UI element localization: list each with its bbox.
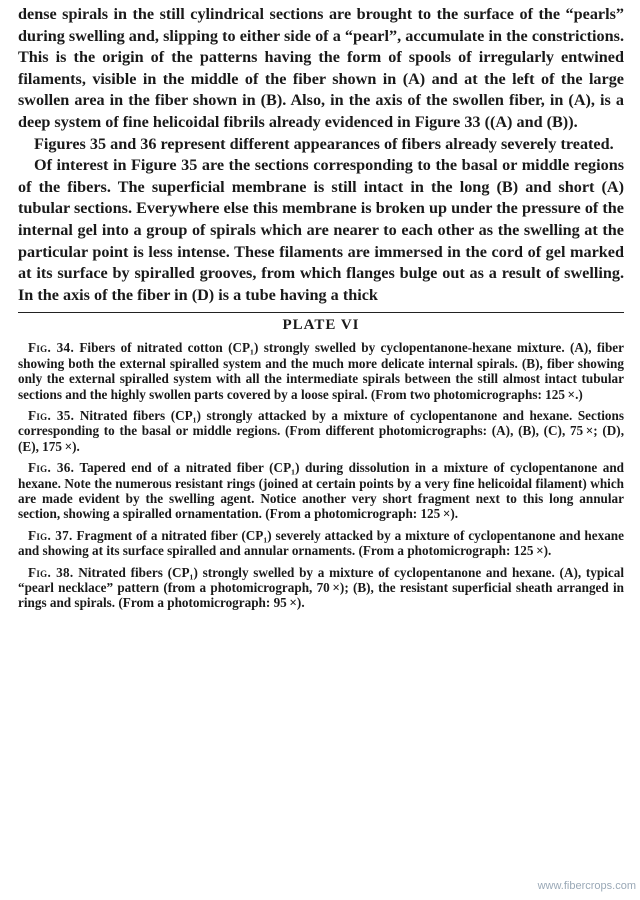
captions [18,340,624,611]
document-page [18,4,624,617]
body-text [18,4,624,306]
caption-text: Nitrated fibers (CP₁) strongly swelled by a mixture of cyclopentanone and hexane. (A), typical “pearl necklace” pattern (from a photomicrograph, 70 ×); (B), the resistant superficial sheath arranged in rings and spirals. (From a photomicrograph: 95 ×). [18,564,624,611]
body-paragraph-2: Figures 35 and 36 represent different appearances of fibers already severely treated. [34,134,614,153]
caption-label: Fig. 34. [28,340,75,356]
caption-text: Tapered end of a nitrated fiber (CP₁) during dissolution in a mixture of cyclopentanone and hexane. Note the numerous resistant rings (joined at certain points by a very fine helicoidal filament) which are made evident by the swelling agent. Notice another very short fragment next to this long annular section, showing a spiralled ornamentation. (From a photomicrograph: 125 ×). [18,460,624,522]
caption-label: Fig. 35. [28,407,75,423]
caption-fig-38 [18,565,624,611]
caption-label: Fig. 38. [28,564,74,580]
caption-text: Nitrated fibers (CP₁) strongly attacked by a mixture of cyclopentanone and hexane. Sections corresponding to the basal or middle regions. (From different photomicrographs: (A), (B), (C), 75 ×; (D), (E), 175 ×). [18,407,624,454]
caption-fig-34 [18,340,624,402]
caption-label: Fig. 37. [28,527,73,543]
body-paragraph-3: Of interest in Figure 35 are the sections corresponding to the basal or middle regions of the fibers. The superficial membrane is still intact in the long (B) and short (A) tubular sections. Everywhere else this membrane is broken up under the pressure of the internal gel into a group of spirals which are nearer to each other as the swelling at the particular point is less intense. These filaments are immersed in the cord of gel marked at its surface by spiralled grooves, from which flanges bulge out as a result of swelling. In the axis of the fiber in (D) is a tube having a thick [18,156,624,304]
caption-fig-36 [18,460,624,522]
caption-fig-37 [18,528,624,559]
watermark: www.fibercrops.com [537,880,636,892]
caption-label: Fig. 36. [28,460,75,476]
plate-title: PLATE VI [282,317,360,334]
caption-fig-35 [18,408,624,454]
body-paragraph-1: dense spirals in the still cylindrical sections are brought to the surface of the “pearls” during swelling and, slipping to either side of a “pearl”, accumulate in the constrictions. This is the origin of the patterns having the form of spools of irregularly entwined filaments, visible in the middle of the fiber shown in (A) and at the left of the large swollen area in the fiber shown in (B). Also, in the axis of the swollen fiber, in (A), is a deep system of fine helicoidal fibrils already evidenced in Figure 33 ((A) and (B)). [18,5,624,131]
caption-text: Fragment of a nitrated fiber (CP₁) severely attacked by a mixture of cyclopentanone and hexane and showing at its surface spiralled and annular ornaments. (From a photomicrograph: 125 ×). [18,527,624,559]
caption-text: Fibers of nitrated cotton (CP₁) strongly swelled by cyclopentanone-hexane mixture. (A), fiber showing both the external spiralled system and the much more delicate internal spirals. (B), fiber showing only the external spiralled system with all the intermediate spirals between the still almost intact tubular sections and the highly swollen parts covered by a loose spiral. (From two photomicrographs: 125 ×.) [18,340,624,402]
section-divider [18,312,624,313]
